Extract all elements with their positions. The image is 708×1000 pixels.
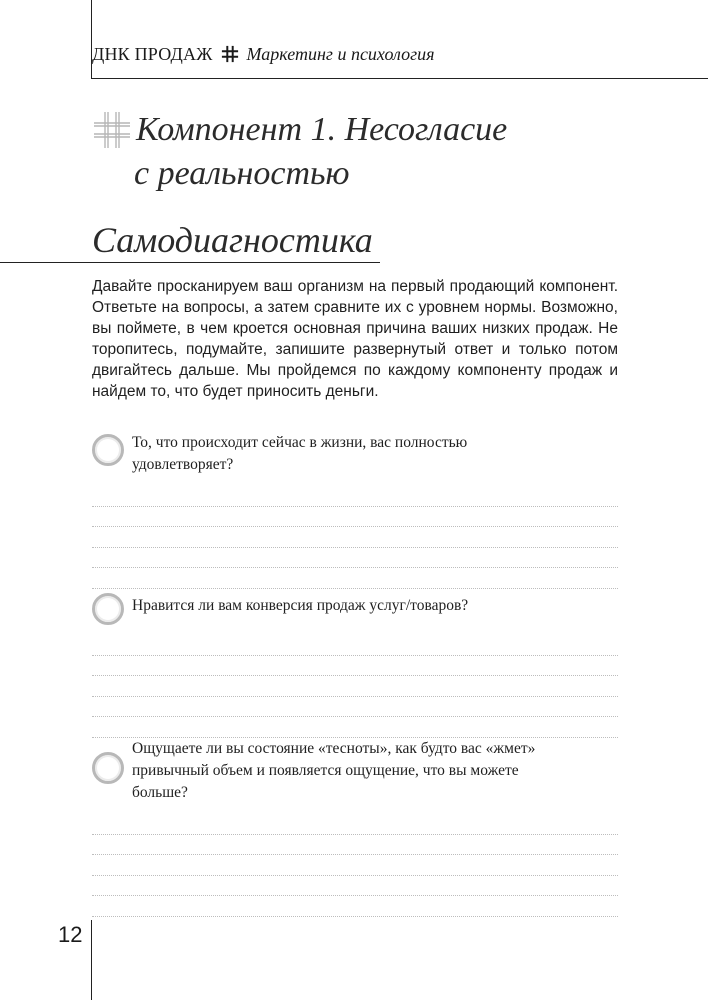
question-text: Ощущаете ли вы состояние «тесноты», как будто вас «жмет» привычный объем и появляется ощущение, что вы можете больше? [132,740,536,801]
section-title: Самодиагностика [92,220,373,260]
chapter-title [92,108,652,196]
answer-lines[interactable] [92,635,618,738]
vertical-rule-bottom [91,920,92,1000]
header-rule [91,78,708,79]
chapter-title-line-2 [92,152,652,196]
answer-lines[interactable] [92,814,618,917]
answer-line[interactable] [92,896,618,917]
question-1 [92,432,618,589]
book-brand: ДНК ПРОДАЖ [92,43,213,64]
answer-line[interactable] [92,855,618,876]
answer-line[interactable] [92,814,618,835]
answer-line[interactable] [92,568,618,589]
question-text: То, что происходит сейчас в жизни, вас полностью удовлетворяет? [132,434,468,473]
checkbox-circle[interactable] [92,434,124,466]
intro-paragraph: Давайте просканируем ваш организм на первый продающий компонент. Ответьте на вопросы, а затем сравните их с уровнем нормы. Возможно, вы поймете, в чем кроется основная причина ваших низких продаж. Не торопитесь, подумайте, запишите развернутый ответ и только потом двигайтесь дальше. Мы пройдемся по каждому компоненту продаж и найдем то, что будет приносить деньги. [92,278,618,400]
answer-line[interactable] [92,876,618,897]
hash-ornament-large-icon [92,110,132,150]
question-2 [92,591,618,738]
answer-line[interactable] [92,527,618,548]
answer-line[interactable] [92,486,618,507]
answer-line[interactable] [92,835,618,856]
answer-line[interactable] [92,656,618,677]
chapter-title-line-1 [92,108,652,152]
hash-ornament-icon [221,45,239,63]
running-head [92,38,435,70]
page-number: 12 [58,922,83,947]
answer-lines[interactable] [92,486,618,589]
answer-line[interactable] [92,635,618,656]
answer-line[interactable] [92,717,618,738]
checkbox-circle[interactable] [92,593,124,625]
checkbox-circle[interactable] [92,752,124,784]
question-3 [92,738,618,917]
answer-line[interactable] [92,548,618,569]
section-title-underline [0,262,380,263]
answer-line[interactable] [92,676,618,697]
chapter-title-text-2: с реальностью [134,155,350,192]
chapter-title-text-1: Компонент 1. Несогласие [136,111,508,148]
answer-line[interactable] [92,697,618,718]
answer-line[interactable] [92,507,618,528]
book-subtitle: Маркетинг и психология [246,43,435,64]
question-text: Нравится ли вам конверсия продаж услуг/товаров? [132,597,469,614]
